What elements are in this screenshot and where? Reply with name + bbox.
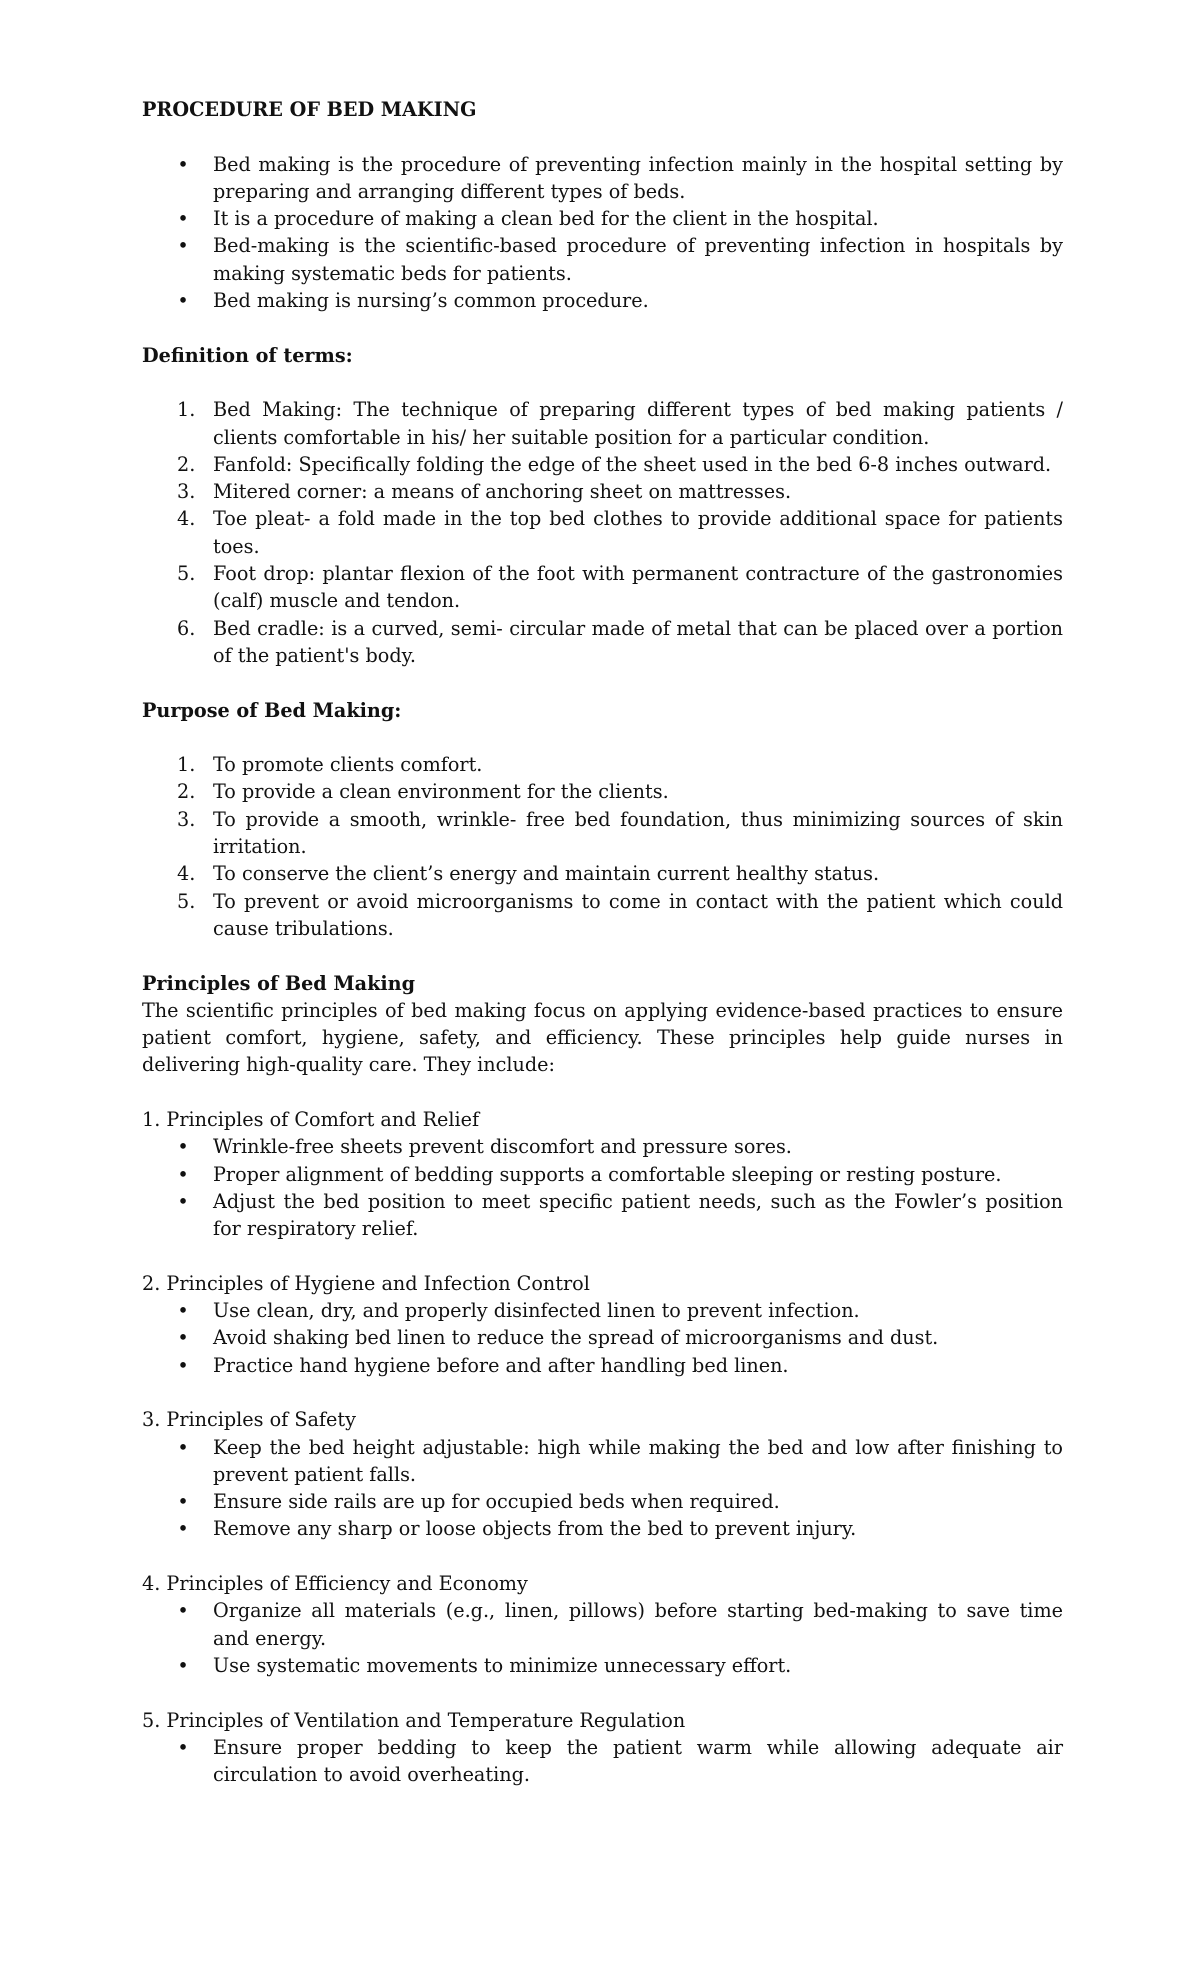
bullet-icon: • (177, 207, 189, 231)
list-item: • Keep the bed height adjustable: high while making the bed and low after finishing to prevent patient falls. (177, 1435, 1063, 1486)
bullet-icon: • (177, 289, 189, 313)
list-item: • Adjust the bed position to meet specific patient needs, such as the Fowler’s position for respiratory relief. (177, 1189, 1063, 1241)
section-title: 2. Principles of Hygiene and Infection Control (142, 1271, 590, 1295)
section-bullet-list (142, 1133, 1063, 1242)
list-item: • Organize all materials (e.g., linen, pillows) before starting bed-making to save time and energy. (177, 1599, 1063, 1650)
bullet-icon: • (177, 1435, 189, 1459)
principles-intro: The scientific principles of bed making focus on applying evidence-based practices to ensure patient comfort, hygiene, safety, and efficiency. These principles help guide nurses in delivering high-quality care. They include: (142, 998, 1063, 1077)
bullet-icon: • (177, 152, 189, 176)
list-item: • It is a procedure of making a clean bed for the client in the hospital. (142, 205, 1063, 232)
definitions-list (142, 396, 1063, 669)
bullet-icon: • (177, 1162, 189, 1186)
section-bullet-list (142, 1734, 1063, 1789)
purpose-heading: Purpose of Bed Making: (142, 698, 402, 722)
definitions-heading: Definition of terms: (142, 343, 353, 367)
list-item: • Avoid shaking bed linen to reduce the spread of microorganisms and dust. (142, 1324, 1063, 1351)
list-item: • Ensure side rails are up for occupied beds when required. (142, 1488, 1063, 1515)
list-item: 3. To provide a smooth, wrinkle- free bed foundation, thus minimizing sources of skin irritation. (177, 807, 1063, 859)
bullet-icon: • (177, 1735, 189, 1759)
list-item: • Remove any sharp or loose objects from the bed to prevent injury. (142, 1515, 1063, 1542)
section-title: 3. Principles of Safety (142, 1408, 356, 1432)
section-title: 5. Principles of Ventilation and Temperature Regulation (142, 1708, 686, 1732)
bullet-icon: • (177, 1653, 189, 1677)
list-item: 1. To promote clients comfort. (177, 753, 483, 777)
list-item: • Bed making is nursing’s common procedure. (142, 287, 1063, 314)
list-item: 2. To provide a clean environment for the clients. (177, 780, 669, 804)
list-item: • Proper alignment of bedding supports a comfortable sleeping or resting posture. (142, 1161, 1063, 1188)
purpose-list (142, 751, 1063, 942)
bullet-icon: • (177, 234, 189, 258)
list-item: 3. Mitered corner: a means of anchoring sheet on mattresses. (177, 480, 792, 504)
section-title: 1. Principles of Comfort and Relief (142, 1107, 480, 1131)
bullet-icon: • (177, 1326, 189, 1350)
list-item: • Use systematic movements to minimize unnecessary effort. (142, 1652, 1063, 1679)
principles-heading: Principles of Bed Making (142, 971, 416, 995)
bullet-icon: • (177, 1189, 189, 1213)
section-title: 4. Principles of Efficiency and Economy (142, 1572, 528, 1596)
list-item: • Ensure proper bedding to keep the patient warm while allowing adequate air circulation to avoid overheating. (177, 1735, 1063, 1787)
list-item: 6. Bed cradle: is a curved, semi- circular made of metal that can be placed over a portion of the patient's body. (177, 616, 1063, 667)
list-item: • Use clean, dry, and properly disinfected linen to prevent infection. (142, 1297, 1063, 1324)
section-bullet-list (142, 1297, 1063, 1379)
section-bullet-list (142, 1434, 1063, 1543)
document-page (142, 96, 1063, 1788)
intro-bullet-list (142, 151, 1063, 315)
bullet-icon: • (177, 1135, 189, 1159)
bullet-icon: • (177, 1299, 189, 1323)
list-item: 4. Toe pleat- a fold made in the top bed clothes to provide additional space for patients toes. (177, 507, 1063, 558)
list-item: • Bed-making is the scientific-based procedure of preventing infection in hospitals by making systematic beds for patients. (177, 234, 1063, 285)
list-item: 2. Fanfold: Specifically folding the edge of the sheet used in the bed 6-8 inches outward. (177, 452, 1052, 476)
list-item: • Wrinkle-free sheets prevent discomfort and pressure sores. (142, 1133, 1063, 1160)
bullet-icon: • (177, 1353, 189, 1377)
bullet-icon: • (177, 1490, 189, 1514)
list-item: • Practice hand hygiene before and after handling bed linen. (142, 1352, 1063, 1379)
list-item: 5. Foot drop: plantar flexion of the foot with permanent contracture of the gastronomies (calf) muscle and tendon. (177, 562, 1063, 613)
section-bullet-list (142, 1597, 1063, 1679)
bullet-icon: • (177, 1599, 189, 1623)
list-item: 4. To conserve the client’s energy and maintain current healthy status. (177, 862, 880, 886)
document-title: PROCEDURE OF BED MAKING (142, 98, 477, 121)
list-item: • Bed making is the procedure of preventing infection mainly in the hospital setting by preparing and arranging different types of beds. (177, 152, 1063, 203)
bullet-icon: • (177, 1517, 189, 1541)
list-item: 1. Bed Making: The technique of preparing different types of bed making patients / clients comfortable in his/ her suitable position for a particular condition. (177, 398, 1063, 449)
list-item: 5. To prevent or avoid microorganisms to come in contact with the patient which could cause tribulations. (177, 889, 1063, 940)
